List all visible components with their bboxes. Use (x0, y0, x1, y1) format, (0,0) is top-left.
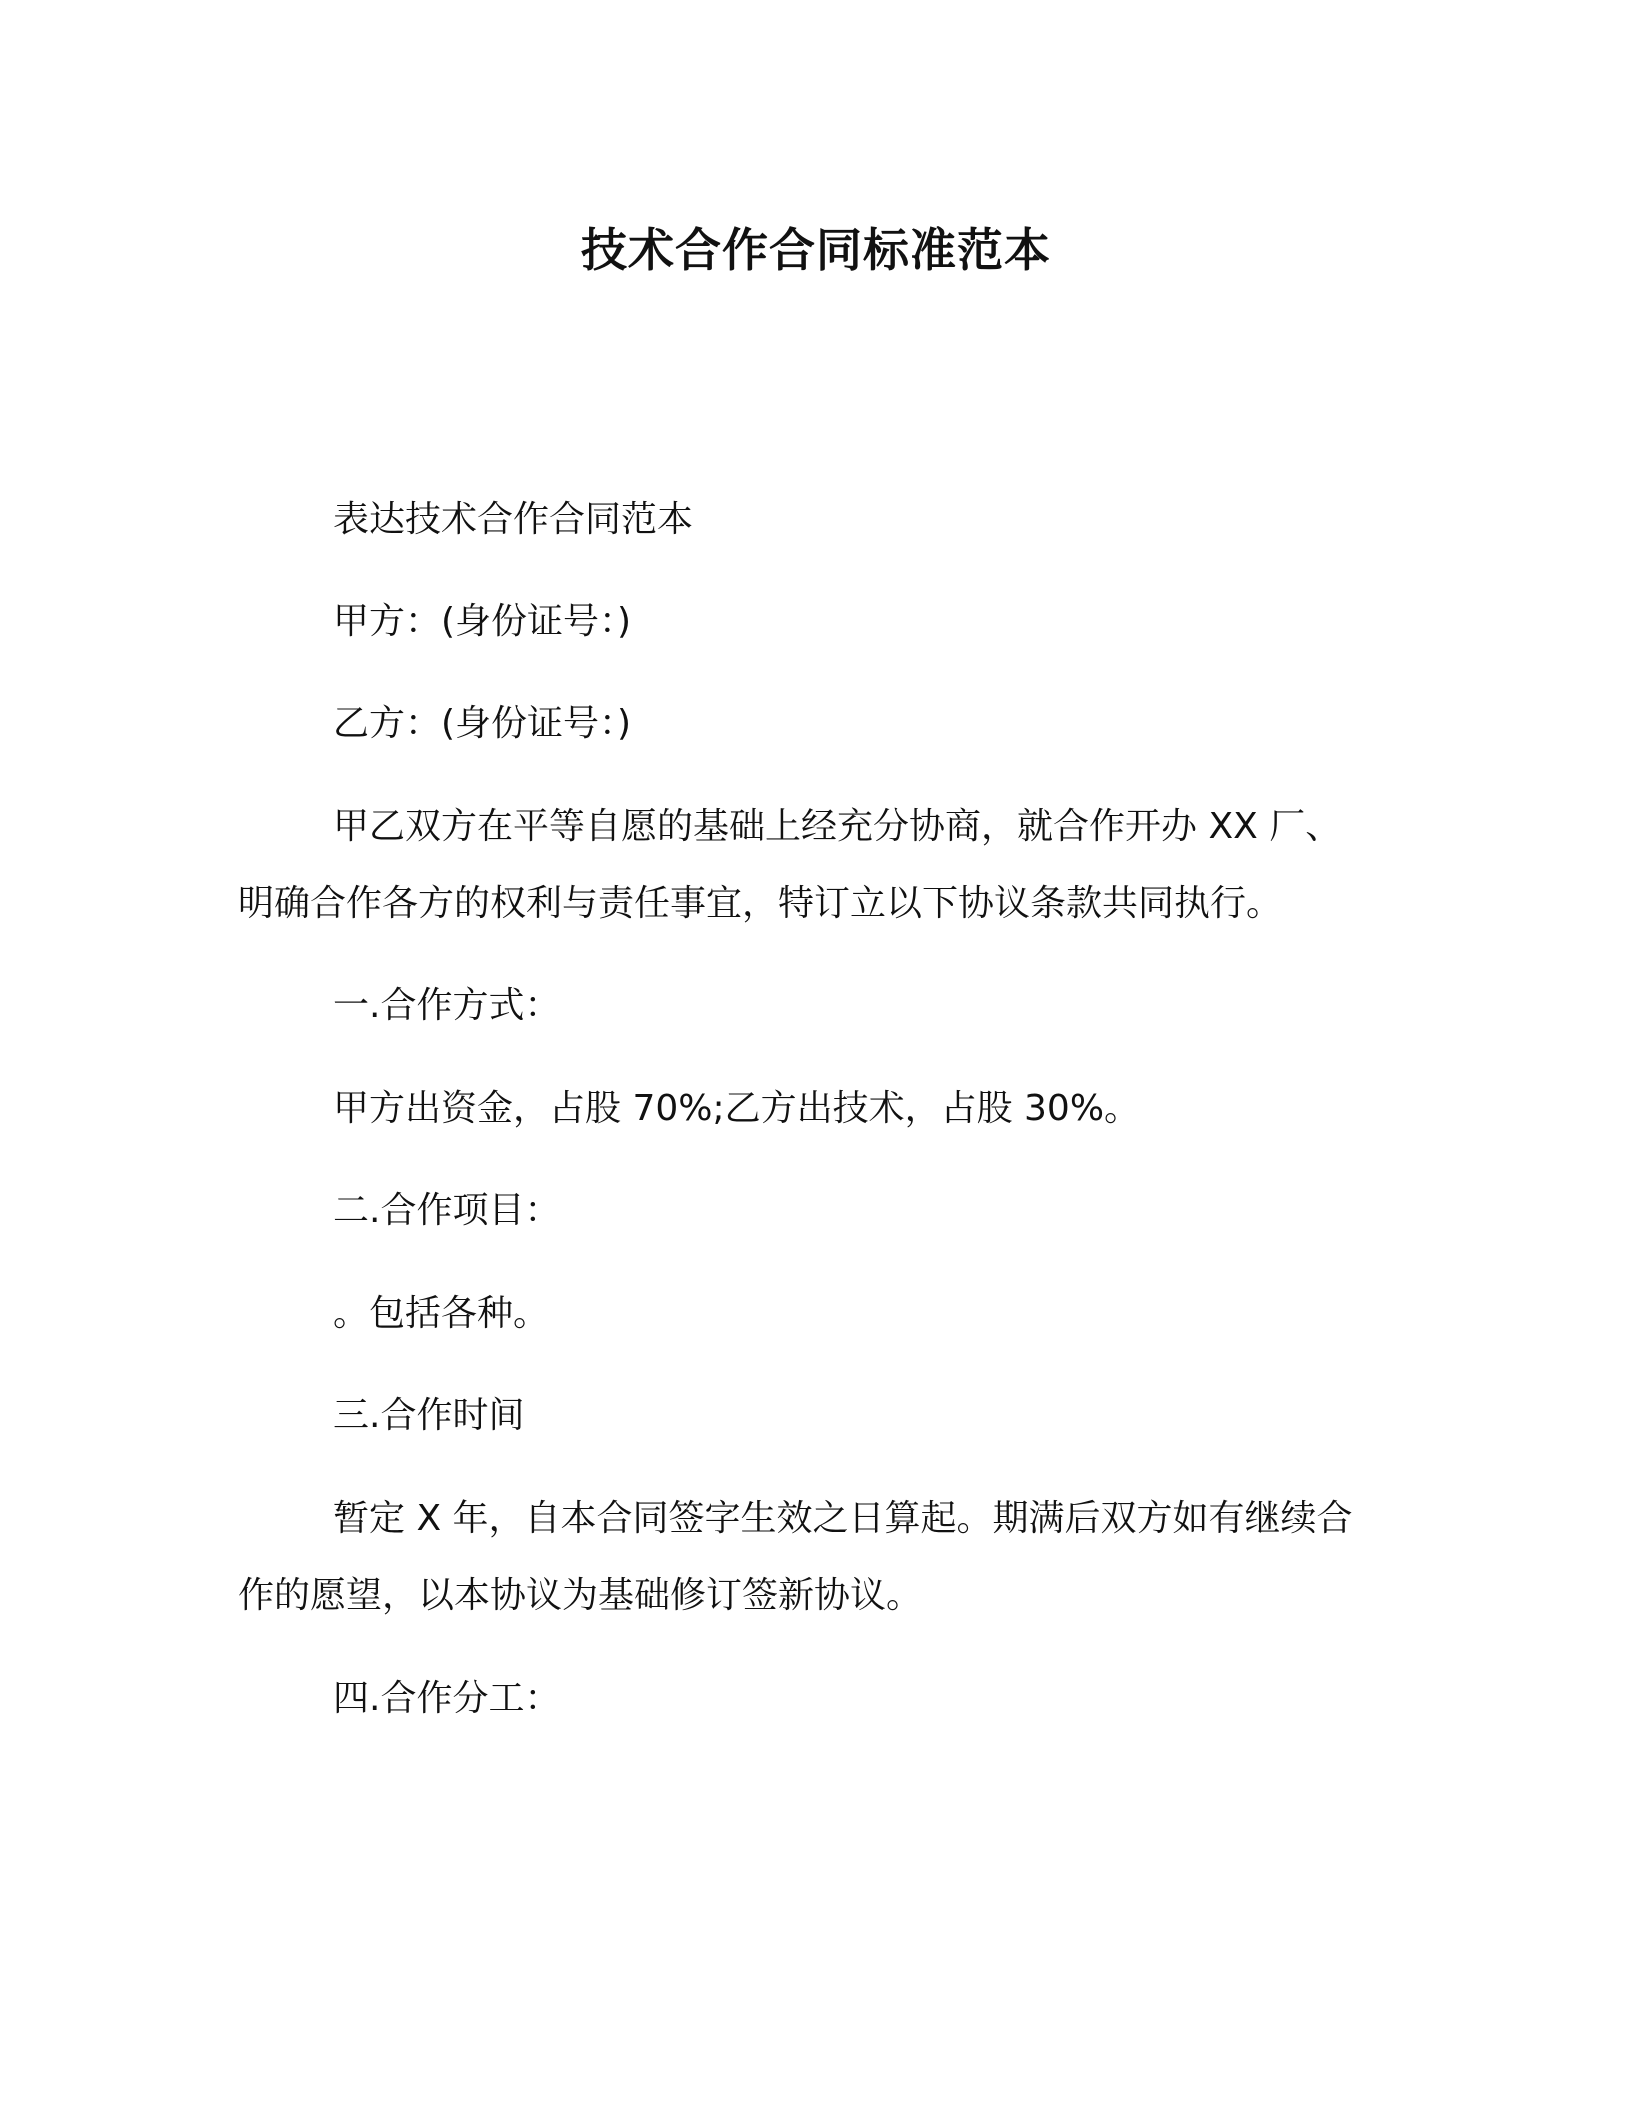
party-a-line: 甲方：(身份证号：) (333, 601, 632, 642)
section-1-body: 甲方出资金，占股 70%;乙方出技术，占股 30%。 (333, 1088, 1141, 1129)
document-title: 技术合作合同标准范本 (581, 223, 1051, 277)
section-1-heading: 一.合作方式： (333, 985, 561, 1026)
section-2-body: 。包括各种。 (333, 1293, 550, 1334)
section-3-heading: 三.合作时间 (333, 1395, 525, 1436)
section-3-body-line-2: 作的愿望，以本协议为基础修订签新协议。 (238, 1575, 923, 1616)
section-2-heading: 二.合作项目： (333, 1190, 561, 1231)
preamble-line-2: 明确合作各方的权利与责任事宜，特订立以下协议条款共同执行。 (238, 883, 1283, 924)
party-b-line: 乙方：(身份证号：) (333, 703, 632, 744)
preamble-line-1: 甲乙双方在平等自愿的基础上经充分协商，就合作开办 XX 厂、 (333, 806, 1342, 847)
subtitle-line: 表达技术合作合同范本 (333, 499, 694, 540)
section-3-body-line-1: 暂定 X 年，自本合同签字生效之日算起。期满后双方如有继续合 (333, 1498, 1353, 1539)
section-4-heading: 四.合作分工： (333, 1678, 561, 1719)
